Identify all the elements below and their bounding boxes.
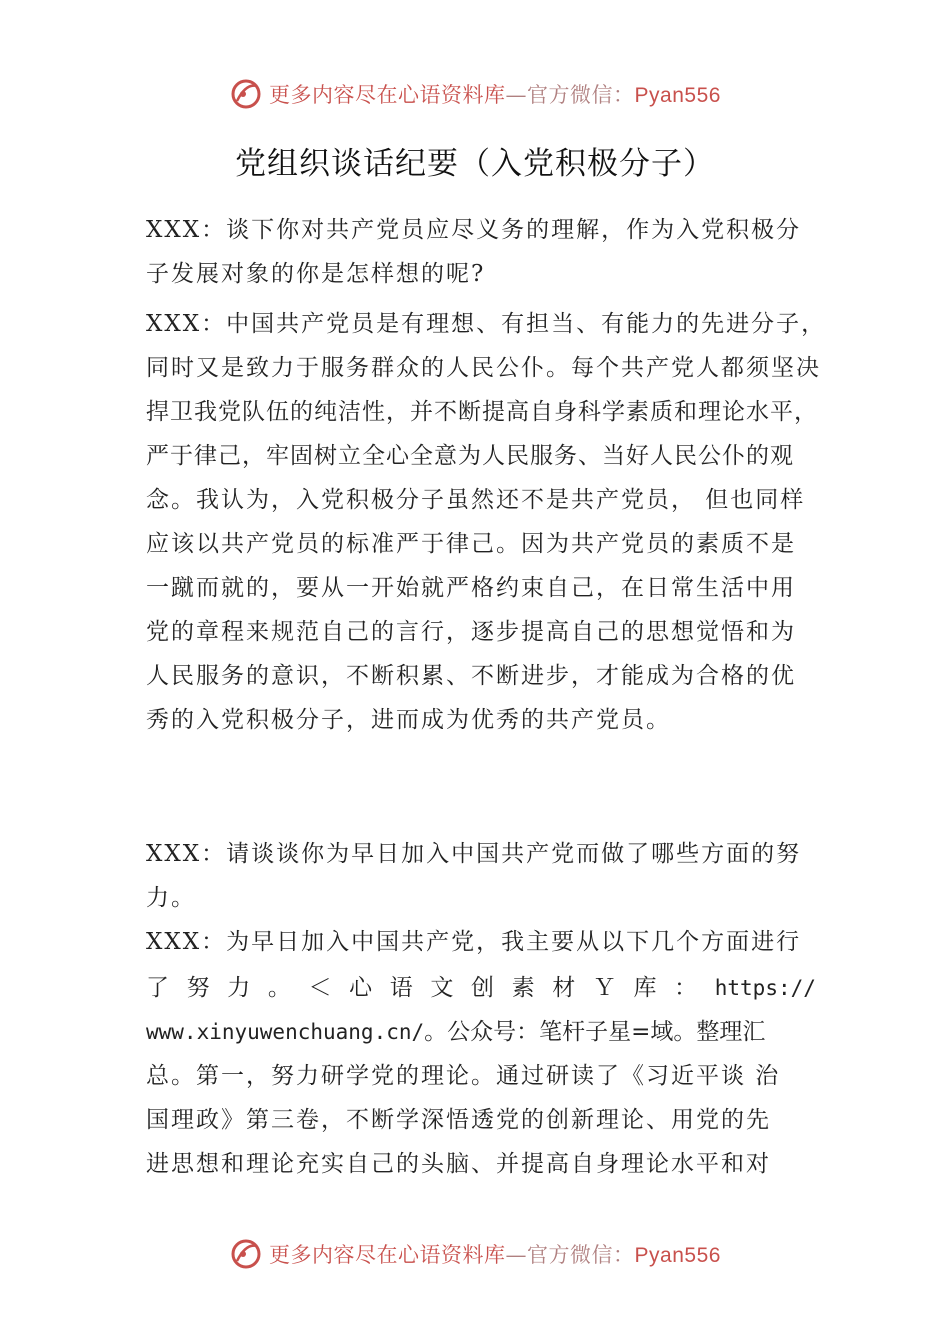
brush-logo-icon (229, 77, 263, 111)
spaced-char: 文 (430, 975, 454, 1001)
banner-text (269, 1239, 721, 1269)
spaced-text-line (146, 966, 816, 1010)
url-prefix: https:// (714, 976, 816, 1000)
text-line: 总。第一，努力研学党的理论。通过研读了《习近平谈 治 (146, 1063, 781, 1089)
banner-sep: —官方微信： (505, 1243, 635, 1267)
spaced-char: 。 (267, 975, 291, 1001)
spaced-char: 了 (146, 975, 169, 1001)
spaced-char: ＜ (308, 975, 332, 1001)
text-line: XXX：中国共产党员是有理想、有担当、有能力的先进分子， (146, 311, 827, 337)
text-line: XXX：请谈谈你为早日加入中国共产党而做了哪些方面的努 (146, 841, 802, 867)
brush-logo-icon (229, 1237, 263, 1271)
text-line: XXX：为早日加入中国共产党，我主要从以下几个方面进行 (146, 929, 802, 955)
site-url: www.xinyuwenchuang.cn/ (146, 1020, 425, 1044)
banner-main: 更多内容尽在心语资料库 (269, 1243, 506, 1267)
text-line: XXX：谈下你对共产党员应尽义务的理解，作为入党积极分 (146, 217, 802, 243)
banner-wechat: Pyan556 (634, 1244, 721, 1267)
text-line: 一蹴而就的，要从一开始就严格约束自己，在日常生活中用 (146, 575, 796, 601)
text-line: 力。 (146, 885, 196, 911)
spaced-char: 语 (389, 975, 413, 1001)
text-line: 秀的入党积极分子，进而成为优秀的共产党员。 (146, 707, 671, 733)
text-line: 应该以共产党员的标准严于律己。因为共产党员的素质不是 (146, 531, 796, 557)
banner-sep: —官方微信： (505, 83, 635, 107)
text-line (146, 1010, 816, 1054)
text-line: 人民服务的意识，不断积累、不断进步，才能成为合格的优 (146, 663, 796, 689)
spaced-char: 材 (552, 975, 576, 1001)
spaced-char: 创 (471, 975, 494, 1001)
footer-banner (0, 1234, 950, 1274)
spaced-char: ： (674, 975, 698, 1001)
spaced-char: 库 (633, 975, 657, 1001)
banner-text (269, 79, 721, 109)
header-banner (0, 74, 950, 114)
spaced-char: 力 (227, 975, 251, 1001)
spaced-char: Ｙ (592, 975, 616, 1001)
text-line: 党的章程来规范自己的言行，逐步提高自己的思想觉悟和为 (146, 619, 796, 645)
text-line: 进思想和理论充实自己的头脑、并提高自身理论水平和对 (146, 1151, 771, 1177)
text-line: 念。我认为，入党积极分子虽然还不是共产党员， 但也同样 (146, 487, 806, 513)
text-line: 子发展对象的你是怎样想的呢? (146, 261, 486, 287)
text-line: 捍卫我党队伍的纯洁性，并不断提高自身科学素质和理论水平， (146, 399, 818, 425)
spaced-char: 心 (349, 975, 373, 1001)
text-fragment: 。公众号：笔杆子星=域。整理汇 (424, 1019, 766, 1045)
banner-wechat: Pyan556 (634, 84, 721, 107)
text-line: 同时又是致力于服务群众的人民公仆。每个共产党人都须坚决 (146, 355, 821, 381)
spaced-char: 努 (186, 975, 210, 1001)
text-line: 严于律己，牢固树立全心全意为人民服务、当好人民公仆的观 (146, 443, 794, 469)
banner-main: 更多内容尽在心语资料库 (269, 83, 506, 107)
text-line: 国理政》第三卷，不断学深悟透党的创新理论、用党的先 (146, 1107, 771, 1133)
spaced-char: 素 (511, 975, 535, 1001)
page-title: 党组织谈话纪要（入党积极分子） (235, 146, 715, 181)
